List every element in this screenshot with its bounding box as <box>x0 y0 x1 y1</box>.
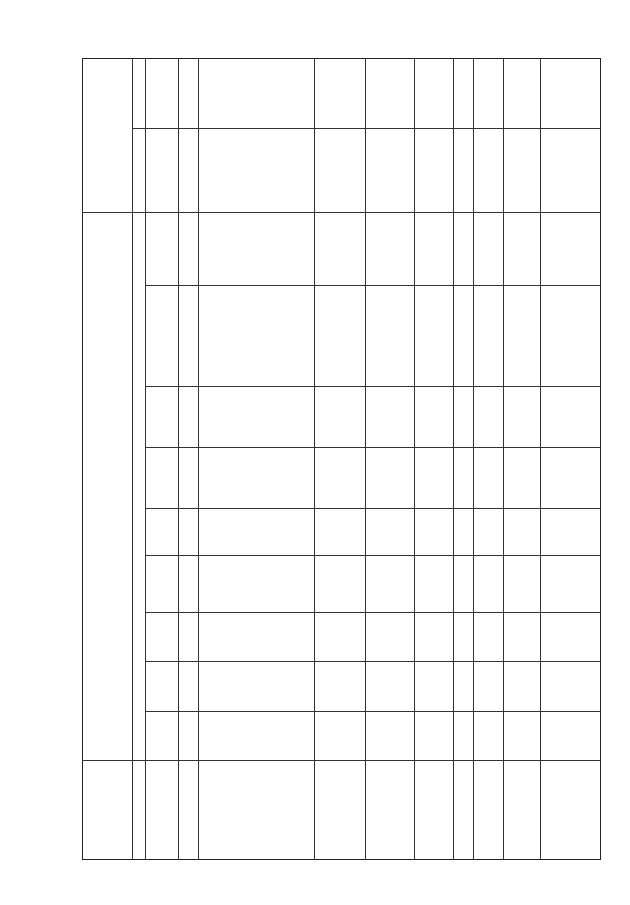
table-body-area <box>82 58 601 860</box>
